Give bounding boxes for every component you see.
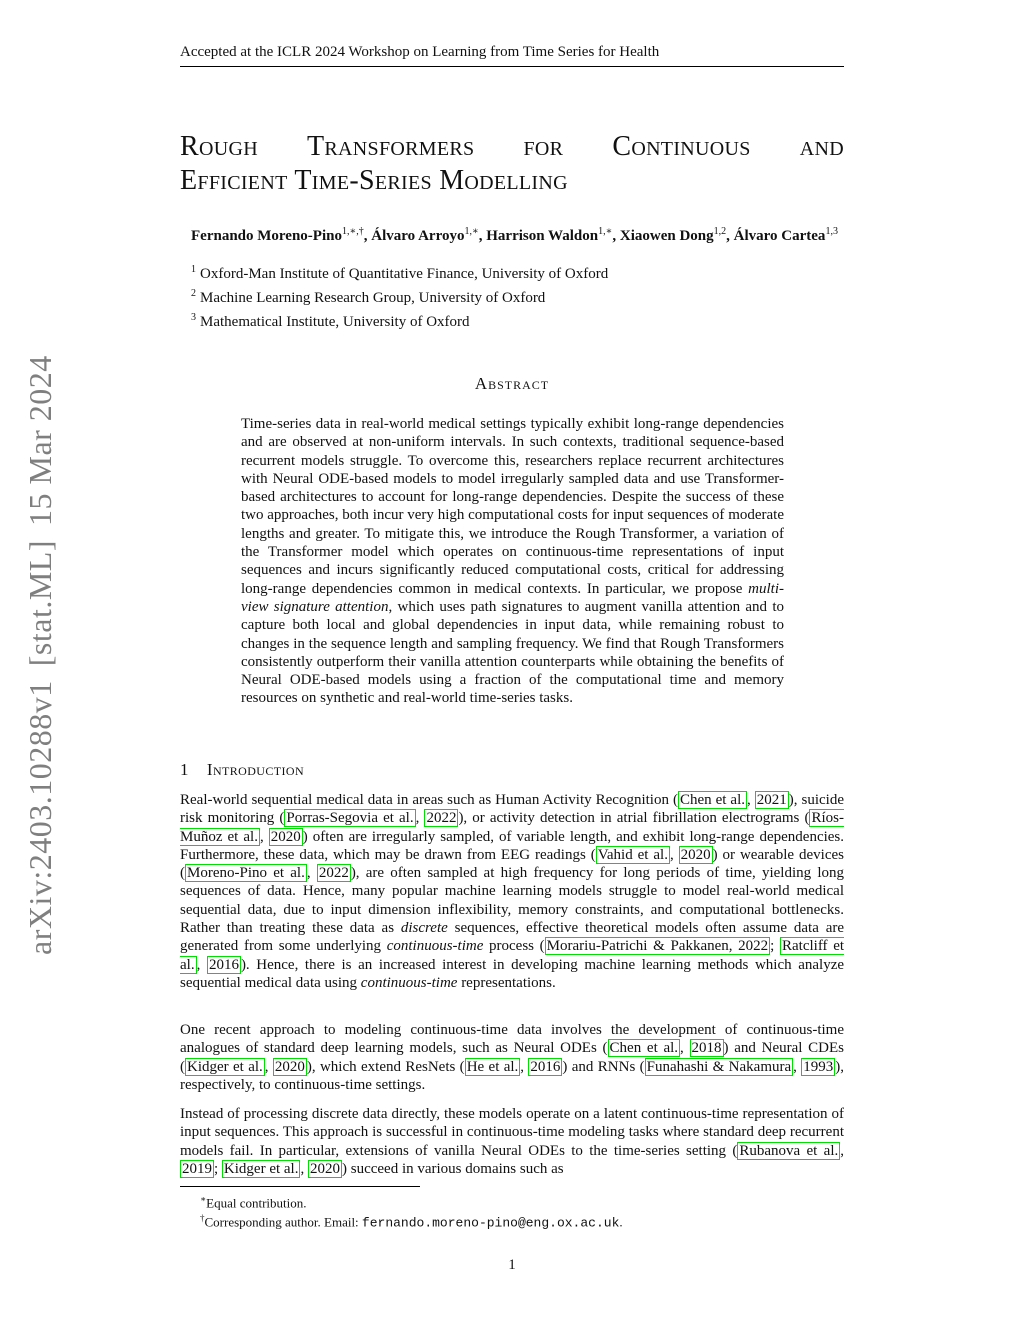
affiliation (191, 306, 608, 330)
citation-link[interactable]: 2020 (274, 1058, 305, 1075)
section-number: 1 (180, 760, 189, 779)
affiliation (191, 258, 608, 282)
author-name: Fernando Moreno-Pino (191, 228, 342, 244)
citation-link[interactable]: Kidger et al. (187, 1058, 263, 1075)
title-word: Continuous (612, 131, 751, 162)
author-affiliation-mark: 1,2 (713, 226, 727, 237)
section-title: Introduction (206, 760, 305, 779)
citation-link[interactable]: 2020 (680, 846, 711, 863)
email-link[interactable]: fernando.moreno-pino@eng.ox.ac.uk (361, 1215, 620, 1231)
citation-link[interactable]: Funahashi & Nakamura (646, 1058, 792, 1075)
author-list: Fernando Moreno-Pino$^{1,∗,\dagger}$, Álvaro Arroyo$^{1,∗}$, Harrison Waldon$^{1,∗}$, Xiaowen Dong$^{1,2}$, Álvaro Cartea$^{1,3}$ (191, 226, 838, 244)
intro-paragraph-2: One recent approach to modeling continuous-time data involves the development of continuous-time analogues of standard deep learning models, such as Neural ODEs ( Chen et al. , 2018 ) and Neural CDEs ( Kidger et al. , 2020 ), which extend ResNets ( He et al. , 2016 ) and RNNs ( Funahashi & Nakamura , 1993 ), respectively, to continuous-time settings. (180, 1022, 845, 1093)
affiliation-text: Mathematical Institute, University of Oxford (200, 314, 470, 330)
intro-paragraph-1: Real-world sequential medical data in areas such as Human Activity Recognition ( Chen et al. , 2021 ), suicide risk monitoring ( Porras-Segovia et al. , 2022 ), or activity detection in atrial fibrillation electrograms ( Ríos-Muñoz et al. , 2020 ) often are irregularly sampled, of variable length, and exhibit long-range dependencies. Furthermore, these data, which may be drawn from EEG readings ( Vahid et al. , 2020 ) or wearable devices ( Moreno-Pino et al. , 2022 ), are often sampled at high frequency for long periods of time, yielding long sequences of data. Hence, many popular machine learning models struggle to model real-world medical sequential data, due to input dimension inflexibility, memory constraints, and computational bottlenecks. Rather than treating these data as discrete sequences, effective theoretical models often assume data are generated from some underlying continuous-time process ( Morariu-Patrichi & Pakkanen, 2022 ; Ratcliff et al. , 2016 ). Hence, there is an increased interest in developing machine learning methods which analyze sequential medical data using continuous-time representations. (180, 792, 845, 991)
affiliation (191, 282, 608, 306)
arxiv-stamp (22, 341, 59, 955)
citation-link[interactable]: Rubanova et al. (739, 1142, 839, 1159)
citation-link[interactable]: Ratcliff et al. (180, 938, 845, 973)
running-header: Accepted at the ICLR 2024 Workshop on Learning from Time Series for Health (180, 44, 844, 67)
citation-link[interactable]: Chen et al. (679, 792, 746, 808)
author-affiliation-mark: 1,∗ (464, 226, 479, 237)
author-affiliation-mark: 1,∗,† (341, 226, 364, 237)
arxiv-id[interactable]: arXiv:2403.10288v1 (22, 680, 58, 955)
arxiv-category: [stat.ML] (22, 540, 58, 667)
title-word: and (799, 131, 844, 162)
citation-link[interactable]: Chen et al. (609, 1040, 679, 1057)
citation-link[interactable]: He et al. (466, 1058, 519, 1075)
affiliation-list (191, 258, 608, 330)
abstract-text (241, 415, 784, 708)
affiliation-number: 3 (191, 312, 196, 323)
title-word: Rough (180, 131, 258, 162)
citation-link[interactable]: Kidger et al. (223, 1160, 299, 1177)
author-affiliation-mark: 1,∗ (598, 226, 613, 237)
abstract-part: Time-series data in real-world medical settings typically exhibit long-range dependencies and are observed at non-uniform intervals. In such contexts, traditional sequence-based recurrent models struggle. To overcome this, researchers replace recurrent architectures with Neural ODE-based models to model irregularly sampled data and use Transformer-based architectures to account for long-range dependencies. Despite the success of these two approaches, both incur very high computational costs for input sequences of moderate lengths and greater. To mitigate this, we introduce the Rough Transformer, a variation of the Transformer model which operates on continuous-time representations of input sequences and incurs significantly reduced computational costs, critical for addressing long-range dependencies common in medical contexts. In particular, we propose (241, 416, 784, 597)
citation-link[interactable]: 2016 (208, 956, 239, 973)
abstract-emphasis: multi-view signature attention (241, 580, 784, 615)
citation-link[interactable]: Ríos-Muñoz et al. (180, 810, 844, 845)
title-word: Transformers (307, 131, 475, 162)
affiliation-number: 2 (191, 288, 196, 299)
citation-link[interactable]: Vahid et al. (597, 846, 668, 863)
abstract-heading: Abstract (474, 374, 550, 393)
citation-link[interactable]: 2020 (270, 828, 301, 845)
footnote-equal-contribution: ∗Equal contribution. (200, 1194, 307, 1211)
citation-link[interactable]: Porras-Segovia et al. (286, 810, 414, 827)
page-number: 1 (508, 1257, 516, 1273)
citation-link[interactable]: 2016 (530, 1058, 561, 1075)
intro-paragraph-3: Instead of processing discrete data directly, these models operate on a latent continuous-time representation of input sequences. This approach is successful in continuous-time modeling tasks where standard deep recurrent models fail. In particular, extensions of vanilla Neural ODEs to the time-series setting ( Rubanova et al. , 2019 ; Kidger et al. , 2020 ) succeed in various domains such as (180, 1106, 844, 1177)
abstract-part: , which uses path signatures to augment vanilla attention and to capture both local and global dependencies in input data, while remaining robust to changes in the sequence length and sampling frequency. We find that Rough Transformers consistently outperform their vanilla attention counterparts while obtaining the benefits of Neural ODE-based models using a fraction of the computational time and memory resources on synthetic and real-world time-series tasks. (241, 598, 784, 707)
author-name: Xiaowen Dong (619, 228, 714, 244)
title-line-2: Efficient Time-Series Modelling (180, 165, 568, 196)
title-line-1 (180, 130, 844, 164)
citation-link[interactable]: 2020 (309, 1160, 340, 1177)
title-word: for (523, 131, 564, 162)
affiliation-text: Oxford-Man Institute of Quantitative Finance, University of Oxford (200, 266, 609, 282)
author-name: Álvaro Arroyo (371, 228, 465, 244)
footnote-corresponding-author: †Corresponding author. Email: fernando.moreno-pino@eng.ox.ac.uk. (200, 1213, 623, 1231)
author-name: Harrison Waldon (486, 228, 599, 244)
citation-link[interactable]: 2022 (426, 810, 457, 827)
footnote-divider (180, 1186, 420, 1187)
arxiv-date: 15 Mar 2024 (22, 355, 58, 526)
section-heading-introduction (180, 760, 304, 780)
citation-link[interactable]: 2018 (691, 1040, 722, 1057)
citation-link[interactable]: Moreno-Pino et al. (187, 865, 305, 882)
citation-link[interactable]: Morariu-Patrichi & Pakkanen, 2022 (546, 938, 769, 955)
paper-title (180, 130, 844, 198)
citation-link[interactable]: 2022 (318, 865, 349, 882)
citation-link[interactable]: 2019 (182, 1160, 212, 1177)
citation-link[interactable]: 2021 (756, 792, 787, 808)
affiliation-number: 1 (191, 264, 196, 275)
footnotes (200, 1190, 623, 1231)
affiliation-text: Machine Learning Research Group, University of Oxford (200, 290, 546, 306)
author-name: Álvaro Cartea (733, 228, 826, 244)
author-affiliation-mark: 1,3 (825, 226, 838, 237)
citation-link[interactable]: 1993 (803, 1058, 834, 1075)
